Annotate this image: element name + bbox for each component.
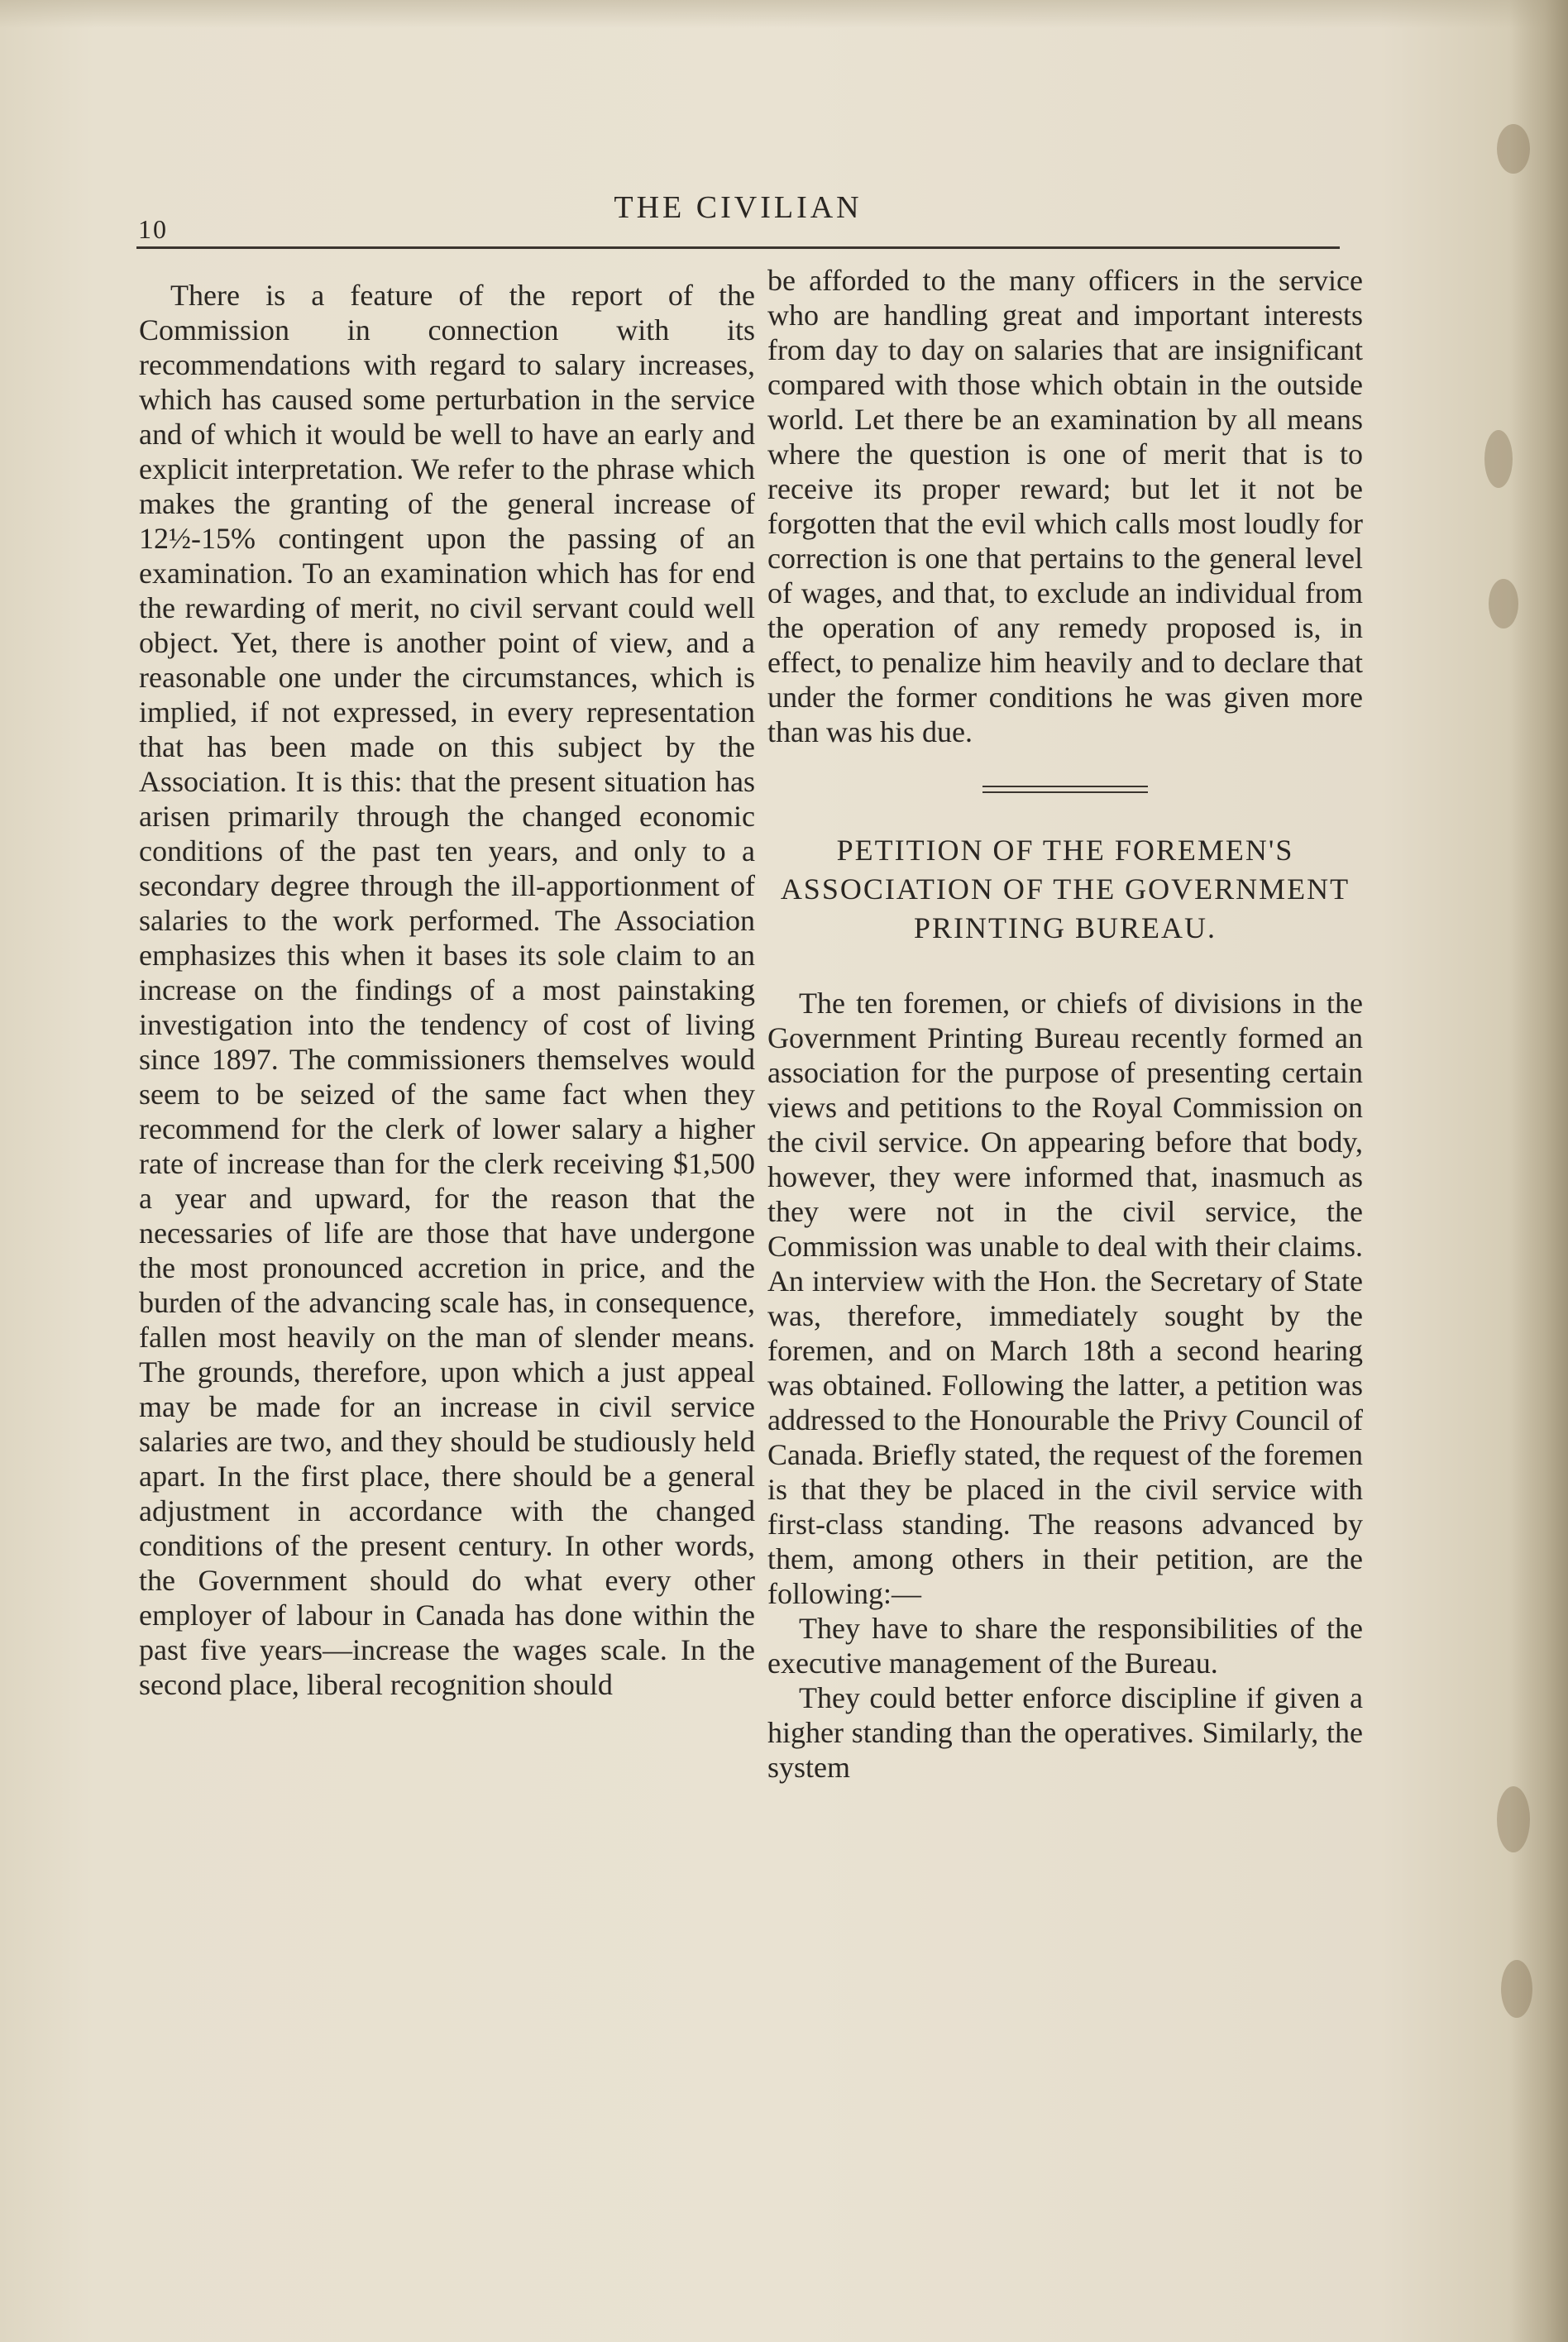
paper-damage: [1501, 1960, 1532, 2018]
journal-title: THE CIVILIAN: [614, 190, 863, 225]
editorial-continuation: be afforded to the many officers in the service who are handling great and important interests from day to day on salaries that are insignificant compared with those which obtain in the outside world. Let there be an examination by all means where the question is one of merit that is to receive its proper reward; but let it not be forgotten that the evil which calls most loudly for correction is one that pertains to the general level of wages, and that, to exclude an individual from the operation of any remedy proposed is, in effect, to penalize him heavily and to declare that under the former conditions he was given more than was his due.: [767, 264, 1363, 748]
page-header: [136, 186, 1340, 244]
petition-paragraph: They have to share the responsibilities of the executive management of the Bureau.: [767, 1612, 1363, 1680]
petition-paragraph: They could better enforce discipline if given a higher standing than the operatives. Similarly, the system: [767, 1681, 1363, 1784]
page-top-edge: [0, 0, 1568, 28]
page-number: 10: [138, 214, 168, 244]
left-column: [139, 278, 755, 1702]
section-heading: PETITION OF THE FOREMEN'S ASSOCIATION OF THE GOVERNMENT PRINTING BUREAU.: [780, 834, 1350, 944]
paper-damage: [1489, 579, 1518, 629]
petition-paragraph: The ten foremen, or chiefs of divisions in the Government Printing Bureau recently formed an association for the purpose of presenting certain views and petitions to the Royal Commission on the civil service. On appearing before that body, however, they were informed that, inasmuch as they were not in the civil service, the Commission was unable to deal with their claims. An interview with the Hon. the Secretary of State was, therefore, immediately sought by the foremen, and on March 18th a second hearing was obtained. Following the latter, a petition was addressed to the Honourable the Privy Council of Canada. Briefly stated, the request of the foremen is that they be placed in the civil service with first-class standing. The reasons advanced by them, among others in their petition, are the following:—: [767, 987, 1363, 1610]
editorial-paragraph: There is a feature of the report of the Commission in connection with its recommendations with regard to salary increases, which has caused some perturbation in the service and of which it would be well to have an early and explicit interpretation. We refer to the phrase which makes the granting of the general increase of 12½-15% contingent upon the passing of an examination. To an examination which has for end the rewarding of merit, no civil servant could well object. Yet, there is another point of view, and a reasonable one under the circumstances, which is implied, if not expressed, in every representation that has been made on this subject by the Association. It is this: that the present situation has arisen primarily through the changed economic conditions of the past ten years, and only to a secondary degree through the ill-apportionment of salaries to the work performed. The Association emphasizes this when it bases its sole claim to an increase on the findings of a most painstaking investigation into the tendency of cost of living since 1897. The commissioners themselves would seem to be seized of the same fact when they recommend for the clerk of lower salary a higher rate of increase than for the clerk receiving $1,500 a year and upward, for the reason that the necessaries of life are those that have undergone the most pronounced accretion in price, and the burden of the advancing scale has, in consequence, fallen most heavily on the man of slender means. The grounds, therefore, upon which a just appeal may be made for an increase in civil service salaries are two, and they should be studiously held apart. In the first place, there should be a general adjustment in accordance with the changed conditions of the present century. In other words, the Government should do what every other employer of labour in Canada has done within the past five years—increase the wages scale. In the second place, liberal recognition should: [139, 279, 755, 1701]
section-divider: [982, 786, 1148, 793]
right-column: [767, 263, 1363, 1785]
paper-damage: [1484, 430, 1513, 488]
header-rule: [136, 246, 1340, 249]
paper-damage: [1497, 1786, 1530, 1852]
paper-damage: [1497, 124, 1530, 174]
